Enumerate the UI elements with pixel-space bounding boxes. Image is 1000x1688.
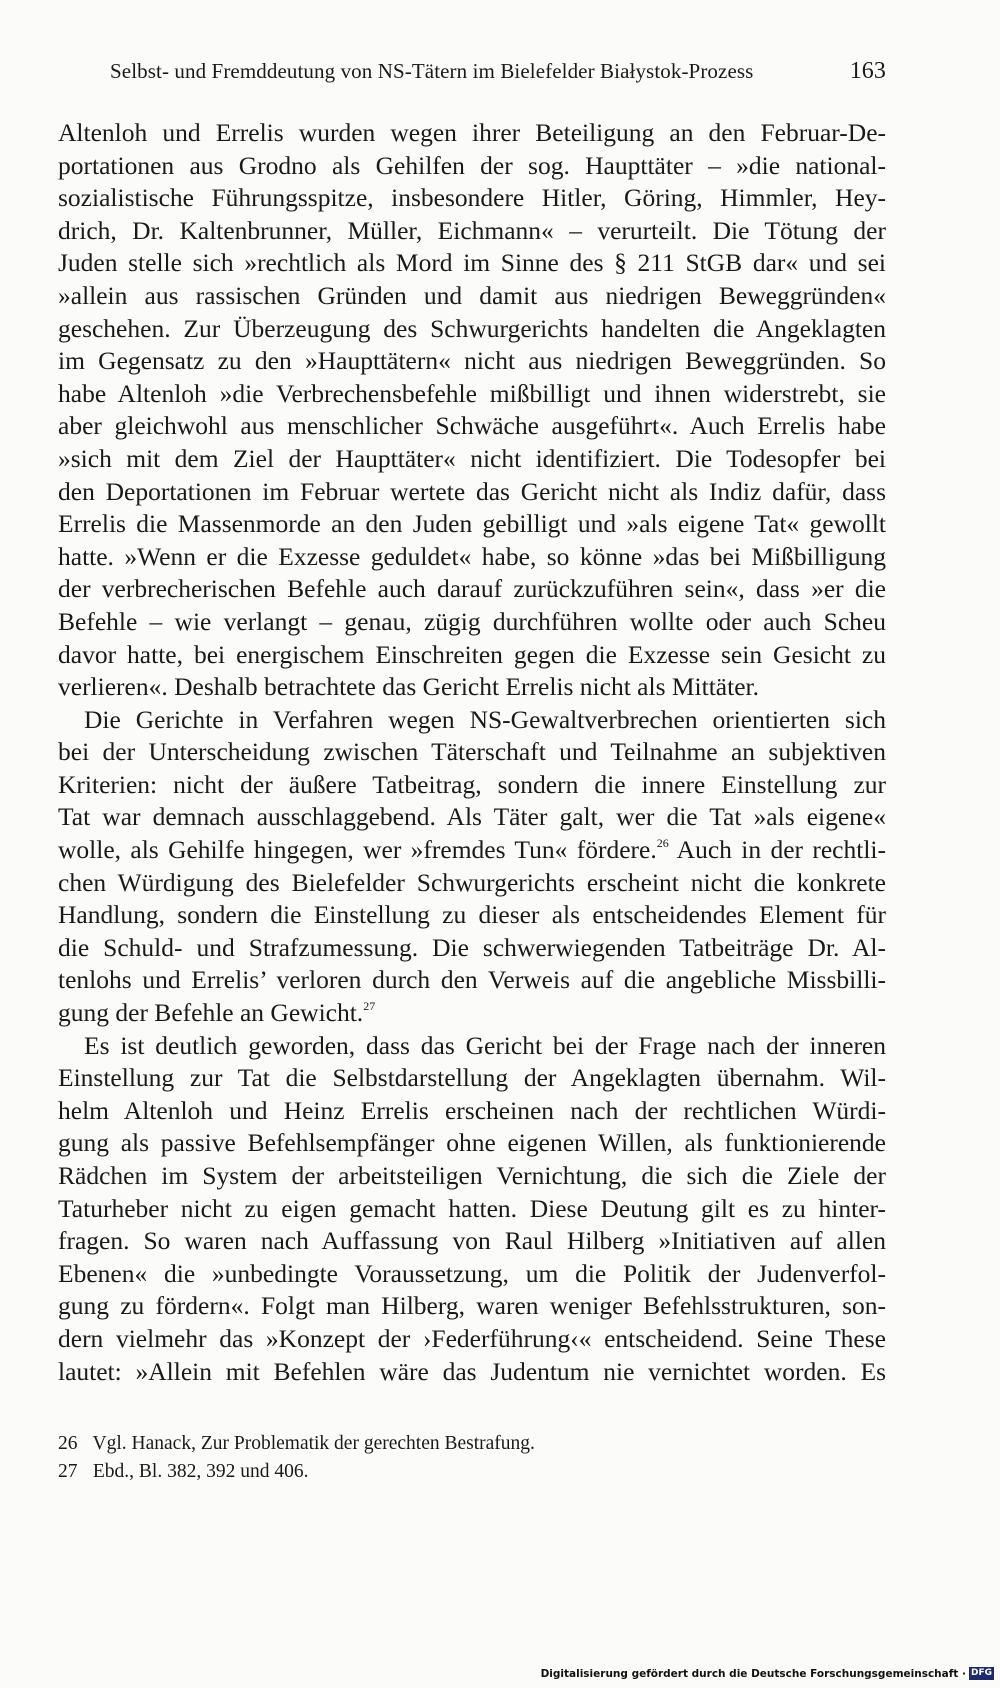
- text-line: »allein aus rassischen Gründen und damit aus niedrigen Beweggründen«: [58, 280, 886, 310]
- text-line: Kriterien: nicht der äußere Tatbeitrag, sondern die innere Einstellung zur: [58, 769, 886, 799]
- text-line: Die Gerichte in Verfahren wegen NS-Gewaltverbrechen orientierten sich: [84, 704, 886, 734]
- text-line: chen Würdigung des Bielefelder Schwurgerichts erscheint nicht die konkrete: [58, 867, 886, 897]
- text-line: tenlohs und Errelis’ verloren durch den Verweis auf die angebliche Missbilli-: [58, 965, 886, 995]
- book-page: [58, 0, 886, 1688]
- footnote-27: [58, 1458, 886, 1486]
- text-line: gung als passive Befehlsempfänger ohne eigenen Willen, als funktionierende: [58, 1128, 886, 1158]
- footnote-text: Ebd., Bl. 382, 392 und 406.: [92, 1461, 309, 1482]
- text-line: sozialistische Führungsspitze, insbesondere Hitler, Göring, Himmler, Hey-: [58, 183, 886, 213]
- page-number: 163: [849, 58, 886, 84]
- text-line: der verbrecherischen Befehle auch darauf zurückzuführen sein«, dass »er die: [58, 574, 886, 604]
- text-line: Juden stelle sich »rechtlich als Mord im Sinne des § 211 StGB dar« und sei: [58, 248, 886, 278]
- body-text: [58, 117, 886, 1388]
- text-segment: wolle, als Gehilfe hingegen, wer »fremdes Tun« fördere.: [58, 835, 657, 865]
- paragraph-1: [58, 117, 886, 704]
- text-line: im Gegensatz zu den »Haupttätern« nicht aus niedrigen Beweggründen. So: [58, 346, 886, 376]
- footnote-ref-26[interactable]: 26: [656, 836, 669, 851]
- footnotes: [58, 1430, 886, 1486]
- credit-text: Digitalisierung gefördert durch die Deutsche Forschungsgemeinschaft ·: [540, 1667, 966, 1680]
- text-segment: gung der Befehle an Gewicht.: [58, 998, 364, 1028]
- text-line-with-footnote: [58, 834, 886, 867]
- text-line-with-footnote: [58, 997, 886, 1030]
- text-line: davor hatte, bei energischem Einschreiten gegen die Exzesse sein Gesicht zu: [58, 639, 886, 669]
- text-line: Rädchen im System der arbeitsteiligen Vernichtung, die sich die Ziele der: [58, 1161, 886, 1190]
- text-line: aber gleichwohl aus menschlicher Schwäche ausgeführt«. Auch Errelis habe: [58, 411, 886, 441]
- text-line: hatte. »Wenn er die Exzesse geduldet« habe, so könne »das bei Mißbilligung: [58, 541, 886, 571]
- text-line: helm Altenloh und Heinz Errelis erscheinen nach der rechtlichen Würdi-: [58, 1095, 886, 1125]
- footnote-text: Vgl. Hanack, Zur Problematik der gerechten Bestrafung.: [92, 1433, 535, 1454]
- text-line: den Deportationen im Februar wertete das Gericht nicht als Indiz dafür, dass: [58, 476, 886, 506]
- text-line: bei der Unterscheidung zwischen Täterschaft und Teilnahme an subjektiven: [58, 737, 886, 767]
- text-line: portationen aus Grodno als Gehilfen der sog. Haupttäter – »die national-: [58, 150, 886, 180]
- text-line: Ebenen« die »unbedingte Voraussetzung, um die Politik der Judenverfol-: [58, 1258, 886, 1288]
- text-line: Errelis die Massenmorde an den Juden gebilligt und »als eigene Tat« gewollt: [58, 509, 886, 539]
- text-line: Altenloh und Errelis wurden wegen ihrer Beteiligung an den Februar-De-: [58, 118, 886, 147]
- paragraph-2: [58, 704, 886, 1030]
- text-segment: Auch in der rechtli-: [668, 835, 886, 865]
- text-line: habe Altenloh »die Verbrechensbefehle mißbilligt und ihnen widerstrebt, sie: [58, 378, 886, 408]
- text-line: verlieren«. Deshalb betrachtete das Gericht Errelis nicht als Mittäter.: [58, 672, 759, 702]
- text-line: fragen. So waren nach Auffassung von Raul Hilberg »Initiativen auf allen: [58, 1226, 886, 1256]
- footnote-26: [58, 1430, 886, 1458]
- text-line: »sich mit dem Ziel der Haupttäter« nicht identifiziert. Die Todesopfer bei: [58, 443, 886, 473]
- dfg-logo-icon: DFG: [970, 1668, 992, 1678]
- text-line: Tat war demnach ausschlaggebend. Als Täter galt, wer die Tat »als eigene«: [58, 802, 886, 832]
- text-line: dern vielmehr das »Konzept der ›Federführung‹« entscheidend. Seine These: [58, 1323, 886, 1353]
- digitization-credit: [541, 1667, 994, 1680]
- text-line: Taturheber nicht zu eigen gemacht hatten. Diese Deutung gilt es zu hinter-: [58, 1193, 886, 1223]
- text-line: lautet: »Allein mit Befehlen wäre das Judentum nie vernichtet worden. Es: [58, 1356, 886, 1386]
- text-line: gung zu fördern«. Folgt man Hilberg, waren weniger Befehlsstrukturen, son-: [58, 1291, 886, 1321]
- text-line: drich, Dr. Kaltenbrunner, Müller, Eichmann« – verurteilt. Die Tötung der: [58, 215, 886, 245]
- running-head: [110, 58, 886, 90]
- footnote-number: 27: [58, 1461, 78, 1482]
- footnote-number: 26: [58, 1433, 78, 1454]
- footnote-ref-27[interactable]: 27: [363, 999, 376, 1014]
- text-line: geschehen. Zur Überzeugung des Schwurgerichts handelten die Angeklagten: [58, 313, 886, 343]
- text-line: Befehle – wie verlangt – genau, zügig durchführen wollte oder auch Scheu: [58, 606, 886, 636]
- text-line: Einstellung zur Tat die Selbstdarstellung der Angeklagten übernahm. Wil-: [58, 1063, 886, 1093]
- paragraph-3: [58, 1030, 886, 1389]
- text-line: die Schuld- und Strafzumessung. Die schwerwiegenden Tatbeiträge Dr. Al-: [58, 932, 886, 962]
- text-line: Handlung, sondern die Einstellung zu dieser als entscheidendes Element für: [58, 900, 886, 930]
- running-title: Selbst- und Fremddeutung von NS-Tätern im Bielefelder Białystok-Prozess: [110, 59, 754, 83]
- text-line: Es ist deutlich geworden, dass das Gericht bei der Frage nach der inneren: [84, 1030, 886, 1060]
